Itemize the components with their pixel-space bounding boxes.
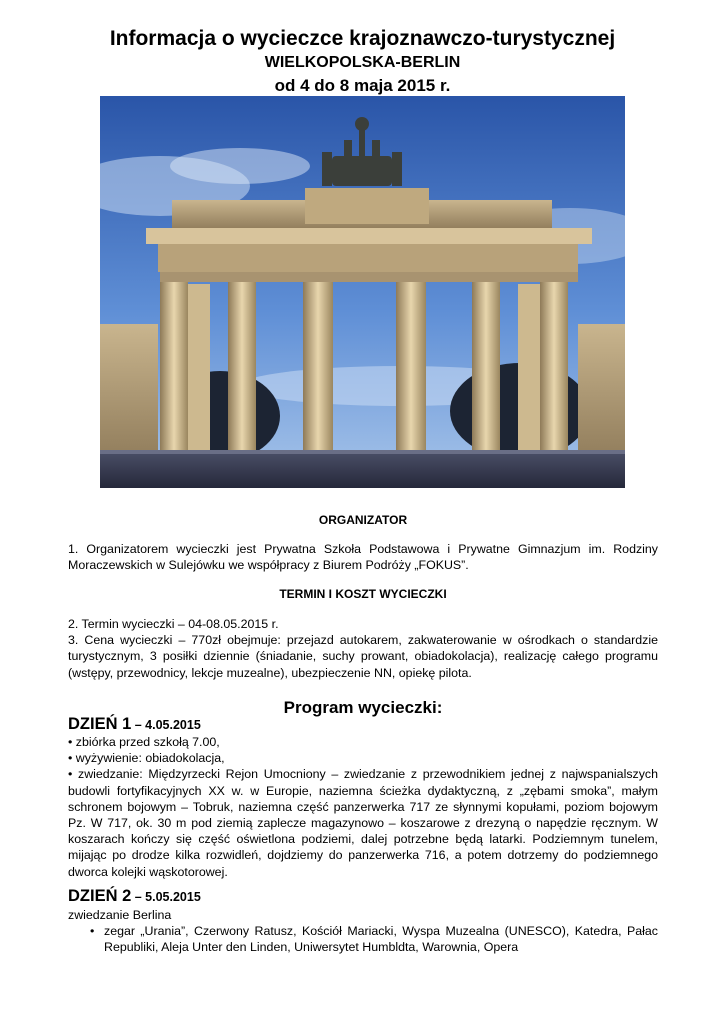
term-item-2: 2. Termin wycieczki – 04-08.05.2015 r.	[68, 617, 279, 631]
program-title: Program wycieczki:	[283, 698, 443, 717]
day2-label: DZIEŃ 2	[68, 887, 132, 905]
day2-date: – 5.05.2015	[131, 890, 201, 904]
organizer-paragraph	[68, 541, 658, 573]
document-title: Informacja o wycieczce krajoznawczo-turystycznej	[109, 27, 616, 50]
day1-item: • zwiedzanie: Międzyrzecki Rejon Umocniony – zwiedzanie z przewodnikiem jednej z najwspanialszych budowli fortyfikacyjnych XX w. w Europie, naziemna ścieżka dydaktyczną, z „zębami smoka”, małym schronem bojowym – Tobruk, naziemna część panzerwerka 717 ze słynnymi kopułami, poziom bojowym Pz. W 717, ok. 30 m pod ziemią zaplecze magazynowo – koszarowe z drezyną o napędzie ręcznym. W koszarach kończy się część oświetlona podziemi, dalej potrzebne będą latarki. Podziemnym tunelem, mijając po drodze kilka rozwidleń, dojdziemy do panzerwerka 716, a potem dotrzemy do podziemnego dworca kolejki wąskotorowej.	[68, 767, 658, 879]
day1-items	[68, 734, 658, 880]
day2-item: zegar „Urania”, Czerwony Ratusz, Kościół Mariacki, Wyspa Muzealna (UNESCO), Katedra, Pałac Republiki, Aleja Unter den Linden, Uniwersytet Humbldta, Warownia, Opera	[104, 924, 658, 955]
term-paragraph	[68, 616, 658, 681]
day1-date: – 4.05.2015	[131, 718, 201, 732]
day1-item: • wyżywienie: obiadokolacja,	[68, 751, 225, 766]
organizer-text: 1. Organizatorem wycieczki jest Prywatna Szkoła Podstawowa i Prywatne Gimnazjum im. Rodziny Moraczewskich w Sulejówku we współpracy z Biurem Podróży „FOKUS”.	[68, 542, 658, 573]
trip-dates: od 4 do 8 maja 2015 r.	[274, 76, 451, 95]
day2-heading	[68, 886, 201, 907]
day1-item: • zbiórka przed szkołą 7.00,	[68, 735, 220, 749]
day2-intro: zwiedzanie Berlina	[68, 908, 172, 922]
document-subtitle: WIELKOPOLSKA-BERLIN	[264, 54, 461, 71]
organizer-heading: ORGANIZATOR	[318, 513, 408, 527]
term-item-3: 3. Cena wycieczki – 770zł obejmuje: przejazd autokarem, zakwaterowanie w ośrodkach o standardzie turystycznym, 3 posiłki dziennie (śniadanie, suchy prowant, obiadokolacja), realizację całego programu (wstępy, przewodnicy, lekcje muzealne), ubezpieczenie NN, opiekę pilota.	[68, 633, 658, 680]
brandenburg-gate-photo	[100, 96, 625, 488]
bullet-icon: •	[90, 924, 95, 939]
day1-label: DZIEŃ 1	[68, 715, 132, 733]
term-heading: TERMIN I KOSZT WYCIECZKI	[279, 587, 447, 601]
day1-heading	[68, 714, 201, 735]
day2-items	[68, 907, 658, 956]
day2-bullet-row	[68, 923, 658, 955]
